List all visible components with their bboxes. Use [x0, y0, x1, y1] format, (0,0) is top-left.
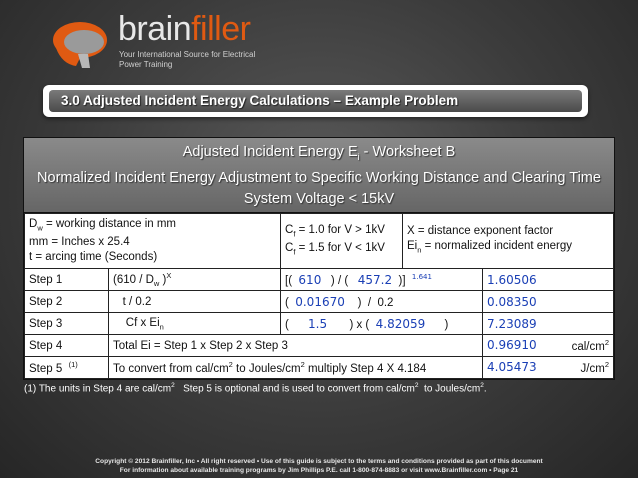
step-result[interactable]: 0.08350: [483, 291, 614, 313]
footer-contact: For information about available training programs by Jim Phillips P.E. call 1-800-874-8883 or visit www.Brainfiller.com • Page 21: [119, 467, 519, 474]
footer: [0, 457, 638, 475]
step-label: Step 4: [25, 335, 109, 357]
step-formula: Total Ei = Step 1 x Step 2 x Step 3: [109, 335, 483, 357]
step-label: Step 3: [25, 313, 109, 335]
step-result[interactable]: 0.96910 cal/$cm^2$: [483, 335, 614, 357]
definitions-row: [25, 213, 614, 268]
worksheet-subtitle: Normalized Incident Energy Adjustment to Specific Working Distance and Clearing Time: [37, 169, 601, 186]
system-voltage: System Voltage < 15kV: [243, 190, 395, 207]
step-row: [25, 335, 614, 357]
step-formula: To convert from cal/$cm^2$ to Joules/$cm^2$ multiply Step 4 X 4.184: [109, 357, 483, 379]
step-row: [25, 357, 614, 379]
definitions-left: $D_w$ = working distance in mm mm = Inches x 25.4 t = arcing time (Seconds): [25, 213, 281, 268]
worksheet-title: Adjusted Incident Energy $E_i$ - Worksheet B: [182, 144, 456, 162]
definitions-cf: $C_f = 1.0$ for V > 1kV $C_f = 1.5$ for V < 1kV: [281, 213, 403, 268]
step-result[interactable]: 1.60506: [483, 269, 614, 291]
step-calc: ( 1.5 ) x ( 4.82059 ): [281, 313, 483, 335]
step-label: Step 2: [25, 291, 109, 313]
brainfiller-logo-icon: [50, 18, 112, 70]
worksheet: [23, 137, 615, 380]
step-row: [25, 269, 614, 291]
step-row: [25, 313, 614, 335]
brand-tagline: Your International Source for Electrical Power Training: [119, 50, 256, 69]
step-label: Step 5 $^{(1)}$: [25, 357, 109, 379]
brand-name: brainfiller: [118, 10, 251, 48]
step-calc: ( 0.01670 ) / 0.2: [281, 291, 483, 313]
definitions-right: X = distance exponent factor $Ei_n$ = normalized incident energy: [403, 213, 614, 268]
step-result[interactable]: 7.23089: [483, 313, 614, 335]
step-result[interactable]: 4.05473 $J/cm^2$: [483, 357, 614, 379]
worksheet-table: [24, 213, 614, 379]
step-formula: ($610 / D_w$ )$^X$: [109, 269, 281, 291]
step-calc: [( 610 ) / ( 457.2 )] $^{1.641}$: [281, 269, 483, 291]
step-formula: t / 0.2: [109, 291, 281, 313]
step-formula: Cf x $Ei_n$: [109, 313, 281, 335]
step-label: Step 1: [25, 269, 109, 291]
section-title-bar: [43, 85, 588, 117]
worksheet-header: [24, 138, 614, 213]
section-title: 3.0 Adjusted Incident Energy Calculations – Example Problem: [49, 90, 582, 112]
footnote: (1) The units in Step 4 are cal/$cm^2$ Step 5 is optional and is used to convert from cal/$cm^2$ to Joules/$cm^2$.: [24, 382, 487, 395]
step-row: [25, 291, 614, 313]
footer-copyright: Copyright © 2012 Brainfiller, Inc • All right reserved • Use of this guide is subject to the terms and conditions provided as part of this document: [95, 458, 543, 465]
